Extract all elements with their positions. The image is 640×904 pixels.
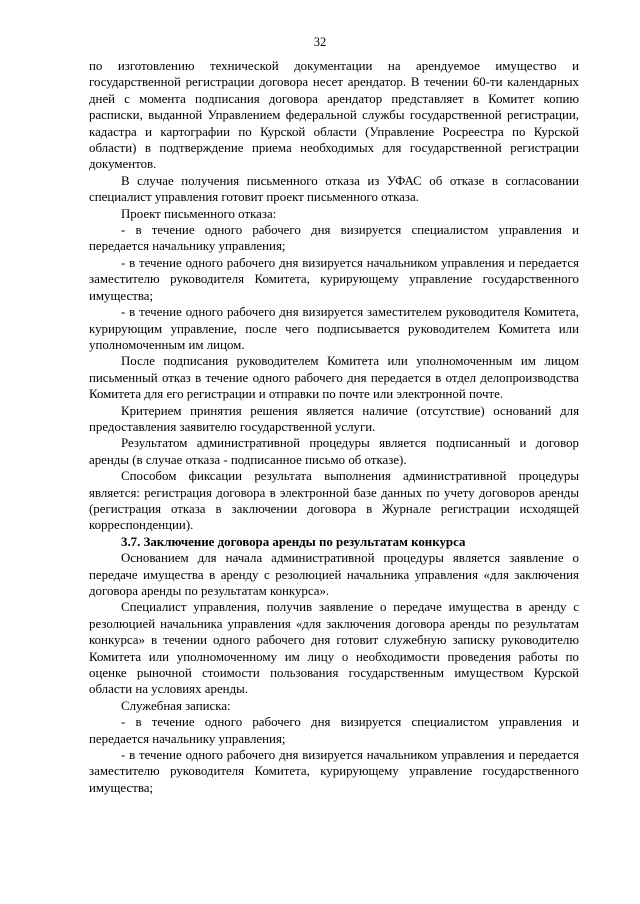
paragraph-15: - в течение одного рабочего дня визируется начальником управления и передается заместителю руководителя Комитета, курирующему управление государственного имущества;	[89, 748, 579, 795]
paragraph-1: В случае получения письменного отказа из УФАС об отказе в согласовании специалист управления готовит проект письменного отказа.	[89, 173, 579, 205]
paragraph-13: Служебная записка:	[121, 698, 231, 713]
paragraph-14: - в течение одного рабочего дня визируется специалистом управления и передается начальнику управления;	[89, 715, 579, 746]
paragraph-9: Способом фиксации результата выполнения административной процедуры является: регистрация договора в электронной базе данных по учету договоров аренды (регистрация отказа в заключении договора в Журнале регистрации исходящей корреспонденции).	[89, 469, 579, 533]
page-number: 32	[313, 35, 327, 49]
paragraph-3: - в течение одного рабочего дня визируется специалистом управления и передается начальнику управления;	[89, 223, 579, 254]
paragraph-6: После подписания руководителем Комитета или уполномоченным им лицом письменный отказ в течение одного рабочего дня передается в отдел делопроизводства Комитета для его регистрации и отправки по почте или электронной почте.	[89, 354, 579, 402]
document-body	[89, 58, 579, 796]
paragraph-11: Основанием для начала административной процедуры является заявление о передаче имущества в аренду с резолюцией начальника управления «для заключения договора аренды по результатам конкурса».	[89, 551, 579, 598]
paragraph-4: - в течение одного рабочего дня визируется начальником управления и передается заместителю руководителя Комитета, курирующему управление государственного имущества;	[89, 255, 579, 303]
paragraph-5: - в течение одного рабочего дня визируется заместителем руководителя Комитета, курирующим управление, после чего подписывается руководителем Комитета или уполномоченным им лицом.	[89, 305, 579, 352]
paragraph-8: Результатом административной процедуры является подписанный и договор аренды (в случае отказа - подписанное письмо об отказе).	[89, 436, 579, 467]
paragraph-7: Критерием принятия решения является наличие (отсутствие) оснований для предоставления заявителю государственной услуги.	[89, 403, 579, 434]
paragraph-12: Специалист управления, получив заявление о передаче имущества в аренду с резолюцией начальника управления «для заключения договора аренды по результатам конкурса» в течении одного рабочего дня готовит служебную записку руководителю Комитета или уполномоченному им лицу о необходимости проведения работы по оценке рыночной стоимости пользования государственным имуществом Курской области на условиях аренды.	[89, 600, 579, 697]
paragraph-0: по изготовлению технической документации на арендуемое имущество и государственной регистрации договора несет арендатор. В течении 60-ти календарных дней с момента подписания договора арендатор представляет в Комитет копию расписки, выданной Управлением федеральной службы государственной регистрации, кадастра и картографии по Курской области (Управление Росреестра по Курской области) в подтверждение приема необходимых для государственной регистрации документов.	[89, 59, 579, 172]
paragraph-2: Проект письменного отказа:	[121, 206, 277, 221]
section-heading: 3.7. Заключение договора аренды по результатам конкурса	[121, 534, 466, 549]
